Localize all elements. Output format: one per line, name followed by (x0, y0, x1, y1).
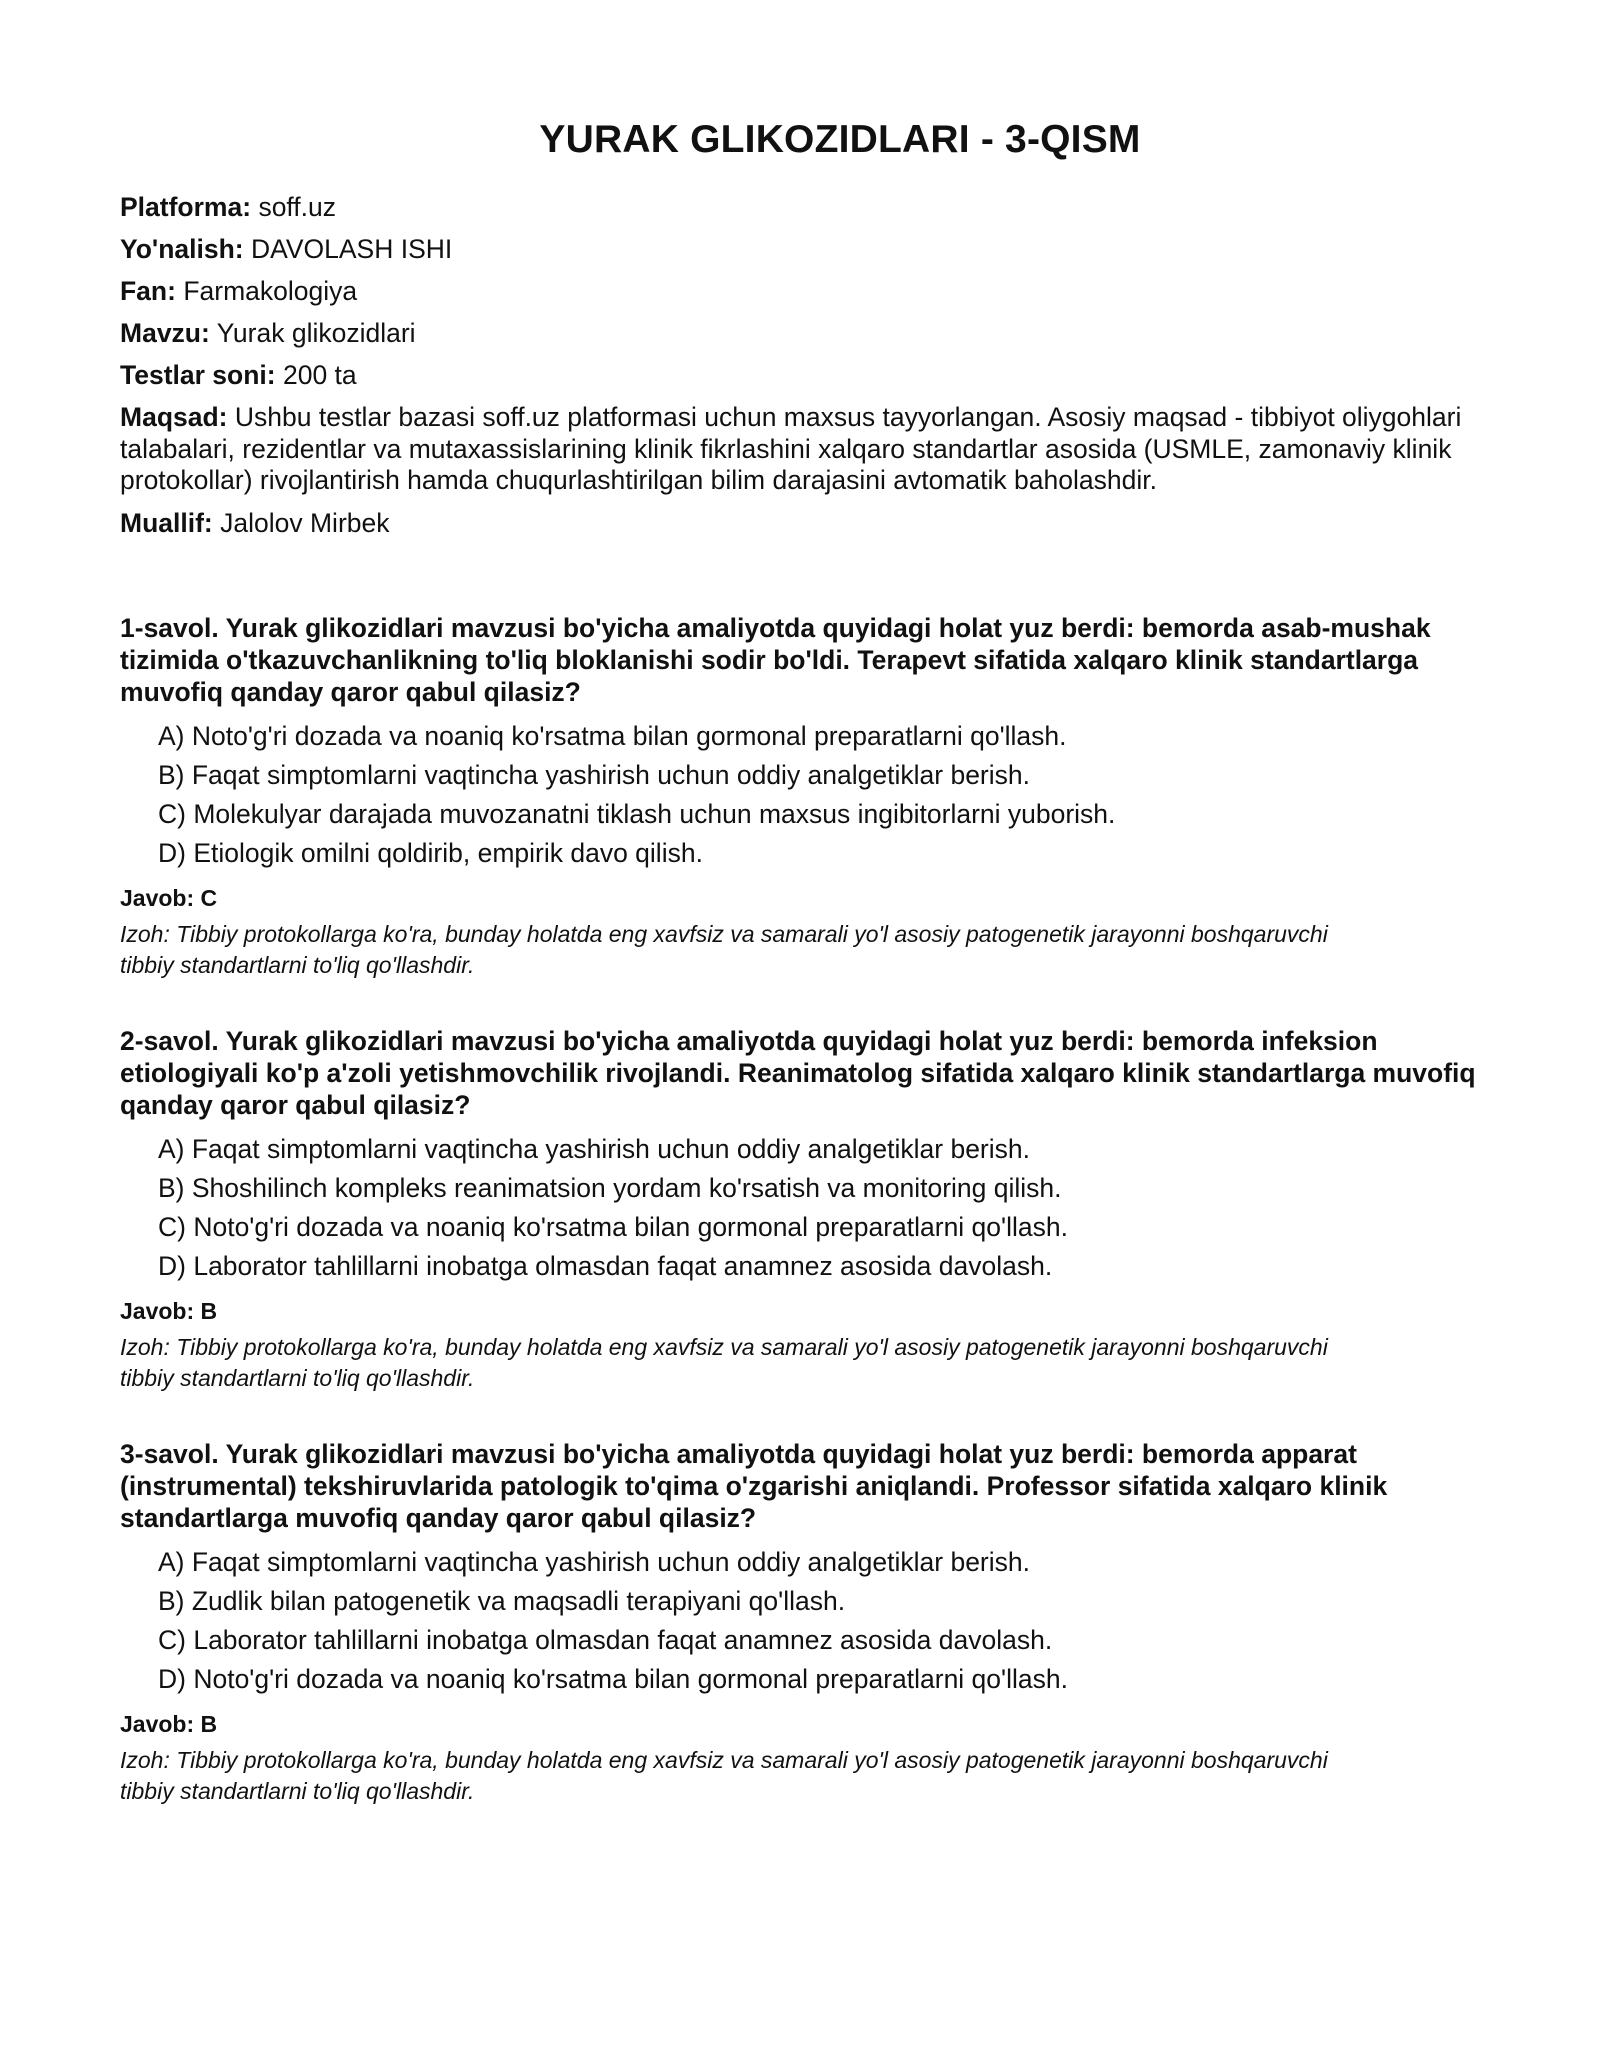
meta-value: 200 ta (282, 360, 357, 390)
option-a: A) Faqat simptomlarni vaqtincha yashirish uchun oddiy analgetiklar berish. (158, 1546, 1030, 1577)
question-3 (120, 1438, 1490, 1807)
option-c: C) Molekulyar darajada muvozanatni tiklash uchun maxsus ingibitorlarni yuborish. (158, 798, 1116, 829)
meta-value: soff.uz (258, 192, 337, 222)
meta-key: Testlar soni: (120, 360, 276, 390)
meta-value: DAVOLASH ISHI (250, 234, 453, 264)
meta-key: Mavzu: (120, 318, 210, 348)
question-list (120, 612, 1490, 1807)
explanation-text: Izoh: Tibbiy protokollarga ko'ra, bunday holatda eng xavfsiz va samarali yo'l asosiy patogenetik jarayonni boshqaruvchi tibbiy standartlarni to'liq qo'llashdir. (120, 920, 1328, 978)
meta-key: Muallif: (120, 507, 213, 538)
question-text: 2-savol. Yurak glikozidlari mavzusi bo'yicha amaliyotda quyidagi holat yuz berdi: bemorda infeksion etiologiyali ko'p a'zoli yetishmovchilik rivojlandi. Reanimatolog sifatida xalqaro klinik standartlarga muvofiq qanday qaror qabul qilasiz? (120, 1025, 1476, 1120)
option-b: B) Faqat simptomlarni vaqtincha yashirish uchun oddiy analgetiklar berish. (158, 759, 1030, 790)
question-1 (120, 612, 1490, 981)
meta-value: Yurak glikozidlari (216, 318, 416, 348)
option-list (120, 1547, 1490, 1695)
meta-value: Ushbu testlar bazasi soff.uz platformasi uchun maxsus tayyorlangan. Asosiy maqsad - tibbiyot oliygohlari talabalari, rezidentlar va mutaxassislarining klinik fikrlashini xalqaro standartlar asosida (USMLE, zamonaviy klinik protokollar) rivojlantirish hamda chuqurlashtirilgan bilim darajasini avtomatik baholashdir. (120, 402, 1462, 495)
question-2 (120, 1025, 1490, 1394)
meta-author (120, 508, 1490, 539)
meta-key: Yo'nalish: (120, 234, 244, 264)
meta-goal (120, 402, 1490, 497)
option-c: C) Laborator tahlillarni inobatga olmasdan faqat anamnez asosida davolash. (158, 1624, 1053, 1655)
answer-label: Javob: C (120, 884, 218, 911)
answer-label: Javob: B (120, 1710, 218, 1737)
meta-platform (120, 192, 1490, 223)
meta-key: Maqsad: (120, 402, 228, 432)
meta-test-count (120, 360, 1490, 391)
question-text: 3-savol. Yurak glikozidlari mavzusi bo'yicha amaliyotda quyidagi holat yuz berdi: bemorda apparat (instrumental) tekshiruvlarida patologik to'qima o'zgarishi aniqlandi. Professor sifatida xalqaro klinik standartlarga muvofiq qanday qaror qabul qilasiz? (120, 1438, 1388, 1533)
explanation-text: Izoh: Tibbiy protokollarga ko'ra, bunday holatda eng xavfsiz va samarali yo'l asosiy patogenetik jarayonni boshqaruvchi tibbiy standartlarni to'liq qo'llashdir. (120, 1746, 1328, 1804)
meta-value: Farmakologiya (183, 276, 358, 306)
meta-key: Fan: (120, 276, 176, 306)
metadata-block (120, 192, 1490, 539)
explanation-text: Izoh: Tibbiy protokollarga ko'ra, bunday holatda eng xavfsiz va samarali yo'l asosiy patogenetik jarayonni boshqaruvchi tibbiy standartlarni to'liq qo'llashdir. (120, 1333, 1328, 1391)
meta-direction (120, 234, 1490, 265)
option-list (120, 1134, 1490, 1282)
option-d: D) Noto'g'ri dozada va noaniq ko'rsatma bilan gormonal preparatlarni qo'llash. (158, 1663, 1068, 1694)
document-page (120, 118, 1490, 1851)
option-c: C) Noto'g'ri dozada va noaniq ko'rsatma bilan gormonal preparatlarni qo'llash. (158, 1211, 1068, 1242)
option-a: A) Faqat simptomlarni vaqtincha yashirish uchun oddiy analgetiklar berish. (158, 1133, 1030, 1164)
option-b: B) Zudlik bilan patogenetik va maqsadli terapiyani qo'llash. (158, 1585, 846, 1616)
question-text: 1-savol. Yurak glikozidlari mavzusi bo'yicha amaliyotda quyidagi holat yuz berdi: bemorda asab-mushak tizimida o'tkazuvchanlikning to'liq bloklanishi sodir bo'ldi. Terapevt sifatida xalqaro klinik standartlarga muvofiq qanday qaror qabul qilasiz? (120, 612, 1431, 707)
meta-key: Platforma: (120, 192, 252, 222)
meta-subject (120, 276, 1490, 307)
answer-label: Javob: B (120, 1297, 218, 1324)
meta-topic (120, 318, 1490, 349)
option-list (120, 721, 1490, 869)
document-title: YURAK GLIKOZIDLARI - 3-QISM (539, 118, 1141, 161)
option-d: D) Laborator tahlillarni inobatga olmasdan faqat anamnez asosida davolash. (158, 1250, 1053, 1281)
option-b: B) Shoshilinch kompleks reanimatsion yordam ko'rsatish va monitoring qilish. (158, 1172, 1062, 1203)
option-d: D) Etiologik omilni qoldirib, empirik davo qilish. (158, 837, 703, 868)
option-a: A) Noto'g'ri dozada va noaniq ko'rsatma bilan gormonal preparatlarni qo'llash. (158, 720, 1067, 751)
meta-value: Jalolov Mirbek (220, 507, 390, 538)
